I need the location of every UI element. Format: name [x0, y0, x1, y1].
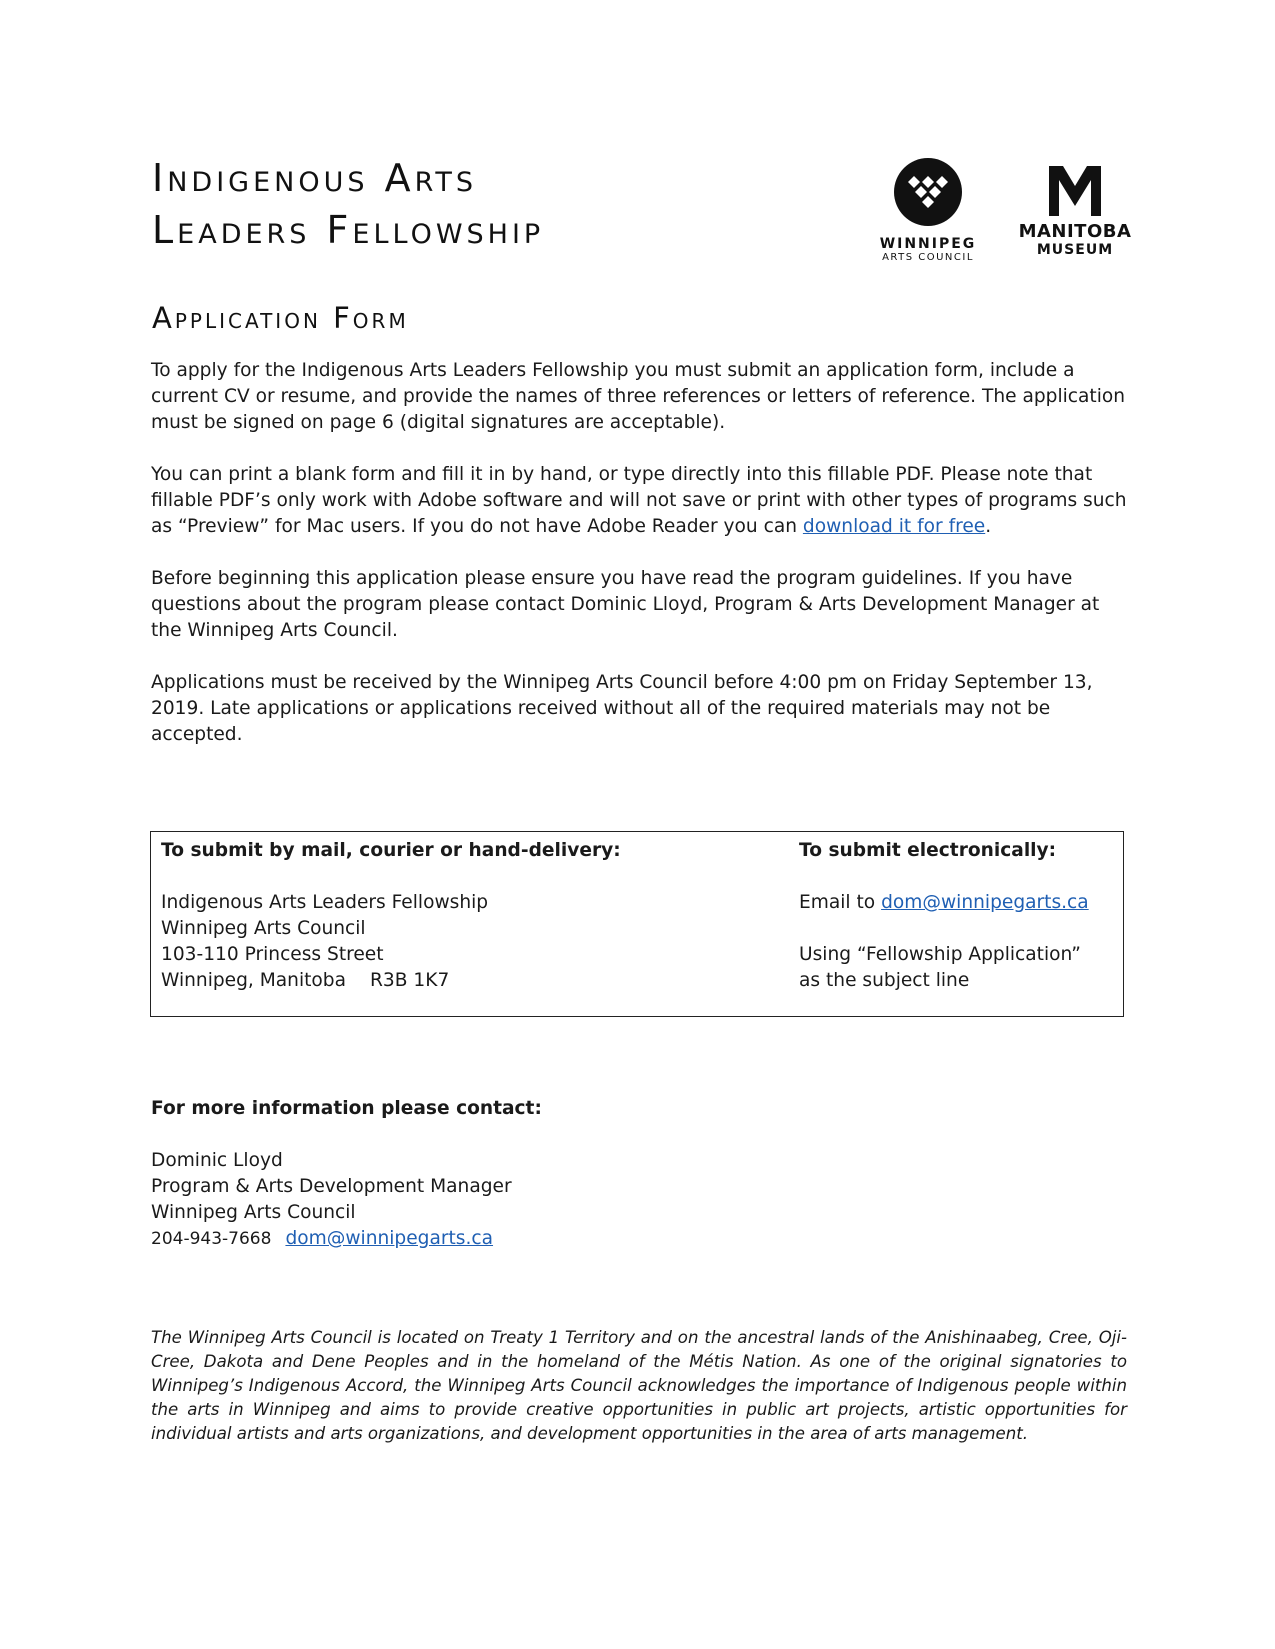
electronic-submission — [799, 838, 1119, 994]
subject-line-2: as the subject line — [799, 970, 970, 991]
email-line — [799, 890, 1119, 916]
submission-email-link[interactable]: dom@winnipegarts.ca — [881, 892, 1089, 913]
title-line-1: Indigenous Arts — [152, 156, 477, 200]
mail-address-line-2: Winnipeg Arts Council — [161, 918, 366, 939]
mail-postal-code: R3B 1K7 — [370, 970, 450, 991]
intro-paragraph-1: To apply for the Indigenous Arts Leaders Fellowship you must submit an application form, include a current CV or resume, and provide the names of three references or letters of reference. The application must be signed on page 6 (digital signatures are acceptable). — [151, 360, 1126, 433]
intro-section — [151, 358, 1131, 774]
mail-address-line-4 — [161, 968, 761, 994]
wac-logo-name: WINNIPEG — [879, 236, 977, 252]
wac-logo-sub: ARTS COUNCIL — [882, 252, 974, 263]
email-heading: To submit electronically: — [799, 840, 1057, 861]
mail-heading: To submit by mail, courier or hand-delivery: — [161, 840, 621, 861]
contact-phone-line — [151, 1226, 851, 1252]
form-subtitle: Application Form — [152, 301, 409, 335]
document-title — [152, 152, 544, 256]
intro-paragraph-4: Applications must be received by the Winnipeg Arts Council before 4:00 pm on Friday September 13, 2019. Late applications or applications received without all of the required materials may not be accepted. — [151, 672, 1093, 745]
mm-logo-sub: MUSEUM — [1036, 242, 1114, 258]
land-acknowledgement: The Winnipeg Arts Council is located on Treaty 1 Territory and on the ancestral lands of the Anishinaabeg, Cree, Oji-Cree, Dakota and Dene Peoples and in the homeland of the Métis Nation. As one of the original signatories to Winnipeg’s Indigenous Accord, the Winnipeg Arts Council acknowledges the importance of Indigenous people within the arts in Winnipeg and aims to provide creative opportunities in public art projects, artistic opportunities for individual artists and arts organizations, and development opportunities in the area of arts management. — [151, 1328, 1127, 1443]
contact-heading: For more information please contact: — [151, 1098, 542, 1119]
wac-emblem-icon — [894, 158, 962, 226]
contact-organization: Winnipeg Arts Council — [151, 1202, 356, 1223]
mm-logo-name: MANITOBA — [1018, 221, 1132, 242]
intro-paragraph-2 — [151, 462, 1131, 540]
adobe-download-link[interactable]: download it for free — [802, 516, 986, 537]
contact-section — [151, 1096, 851, 1252]
contact-phone: 204-943-7668 — [151, 1229, 272, 1249]
submission-box — [150, 831, 1124, 1017]
mail-city: Winnipeg, Manitoba — [161, 970, 346, 991]
email-prefix: Email to — [799, 892, 882, 913]
contact-name: Dominic Lloyd — [151, 1150, 283, 1171]
mail-address-line-3: 103-110 Princess Street — [161, 944, 384, 965]
manitoba-museum-logo — [1010, 166, 1140, 270]
mail-submission — [161, 838, 761, 994]
intro-paragraph-2-text: You can print a blank form and fill it in by hand, or type directly into this fillable PDF. Please note that fillable PDF’s only work with Adobe software and will not save or print with other types of programs such as “Preview” for Mac users. If you do not have Adobe Reader you can — [151, 464, 1127, 537]
intro-paragraph-2-end: . — [985, 516, 992, 537]
subject-line-1: Using “Fellowship Application” — [799, 944, 1081, 965]
manitoba-museum-m-icon — [1045, 166, 1105, 216]
winnipeg-arts-council-logo — [866, 158, 990, 266]
contact-email-link[interactable]: dom@winnipegarts.ca — [285, 1228, 494, 1249]
mail-address-line-1: Indigenous Arts Leaders Fellowship — [161, 892, 489, 913]
intro-paragraph-3: Before beginning this application please ensure you have read the program guidelines. If you have questions about the program please contact Dominic Lloyd, Program & Arts Development Manager at the Winnipeg Arts Council. — [151, 568, 1100, 641]
title-line-2: Leaders Fellowship — [152, 208, 545, 252]
contact-role: Program & Arts Development Manager — [151, 1176, 512, 1197]
